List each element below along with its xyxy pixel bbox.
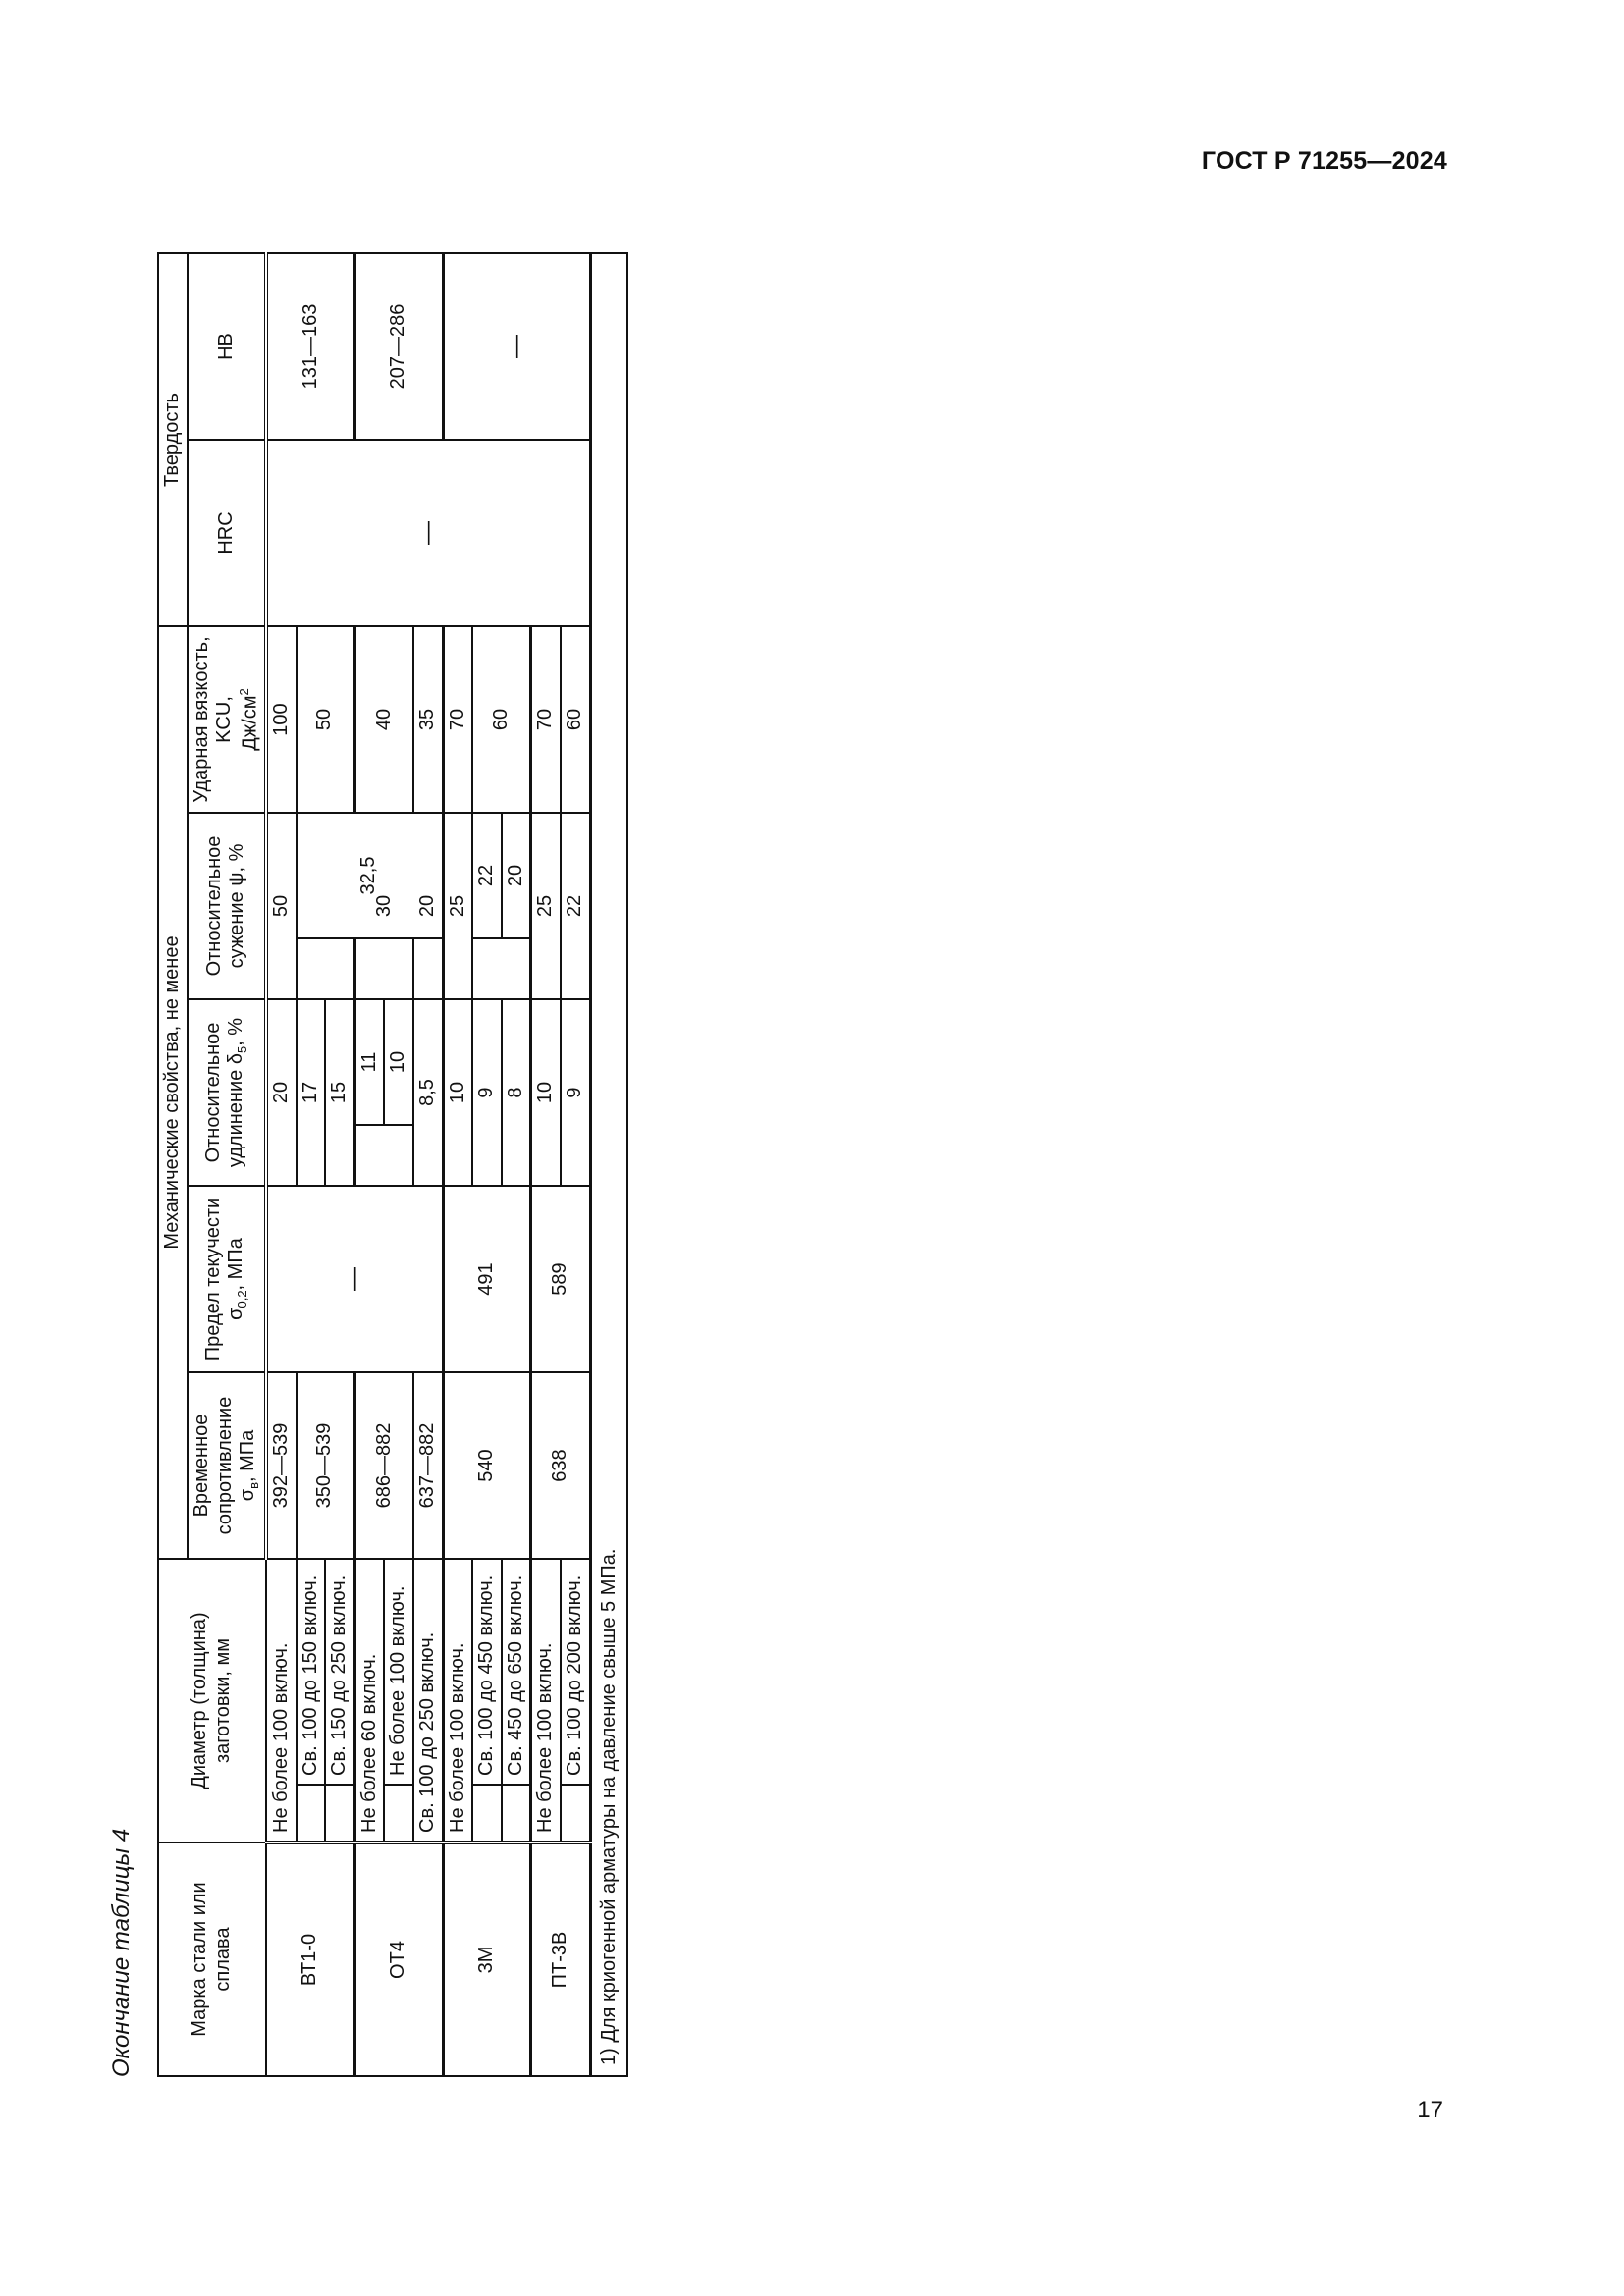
- header-elongation-label: Относительное удлинение δ: [201, 1022, 247, 1168]
- header-reduction: Относительное сужение ψ, %: [188, 813, 266, 999]
- header-tensile-symbol: σ: [237, 1488, 259, 1502]
- header-hardness: Твердость: [158, 253, 188, 626]
- reduction-cell: 25: [443, 813, 472, 999]
- elongation-cell: 10: [384, 999, 413, 1125]
- grade-cell: ВТ1-0: [266, 1842, 354, 2076]
- reduction-cell: 20: [502, 813, 531, 938]
- yield-cell: —: [266, 1186, 443, 1372]
- elongation-cell: 9: [561, 999, 590, 1186]
- impact-cell: 70: [443, 626, 472, 813]
- footnote-row: [590, 253, 627, 2076]
- header-yield-label: Предел текучести: [201, 1197, 224, 1362]
- header-elongation-sub: 5: [235, 1045, 250, 1054]
- elongation-cell: 8: [502, 999, 531, 1186]
- grade-cell: ОТ4: [354, 1842, 443, 2076]
- rotated-table-block: [108, 232, 992, 2077]
- diameter-cell: Не более 100 включ.: [531, 1559, 561, 1842]
- diameter-cell: Не более 100 включ.: [443, 1559, 472, 1842]
- subrow-marker: [297, 1785, 326, 1842]
- table-footnote: 1) Для криогенной арматуры на давление свыше 5 МПа.: [590, 253, 627, 2076]
- subrow-marker: [384, 1785, 413, 1842]
- header-impact-unit: Дж/см: [239, 695, 261, 751]
- subrow-marker: [472, 938, 531, 999]
- yield-cell: 589: [531, 1186, 590, 1372]
- header-tensile: [188, 1372, 266, 1559]
- hb-cell: 207—286: [354, 253, 443, 440]
- elongation-cell: 10: [531, 999, 561, 1186]
- tensile-cell: 392—539: [266, 1372, 297, 1559]
- reduction-cell: 32,5: [297, 813, 443, 938]
- yield-cell: 491: [443, 1186, 531, 1372]
- subrow-marker: [297, 938, 355, 999]
- reduction-cell: 25: [531, 813, 561, 999]
- tensile-cell: 686—882: [354, 1372, 413, 1559]
- diameter-cell: Не более 60 включ.: [354, 1559, 384, 1842]
- reduction-cell: 20: [413, 813, 443, 999]
- document-standard: ГОСТ Р 71255—2024: [1201, 147, 1447, 175]
- header-hrc: HRC: [188, 440, 266, 626]
- tensile-cell: 638: [531, 1372, 590, 1559]
- impact-cell: 60: [561, 626, 590, 813]
- impact-cell: 40: [354, 626, 413, 813]
- header-yield-unit: , МПа: [225, 1238, 247, 1291]
- header-impact: [188, 626, 266, 813]
- reduction-cell: 22: [561, 813, 590, 999]
- diameter-cell: Св. 100 до 450 включ.: [472, 1559, 502, 1785]
- header-grade: Марка стали или сплава: [158, 1842, 266, 2076]
- grade-cell: 3М: [443, 1842, 531, 2076]
- tensile-cell: 637—882: [413, 1372, 443, 1559]
- page-number: 17: [1417, 2097, 1443, 2123]
- subrow-marker: [472, 1785, 502, 1842]
- grade-cell: ПТ-3В: [531, 1842, 590, 2076]
- diameter-cell: Не более 100 включ.: [266, 1559, 297, 1842]
- reduction-cell: 30: [354, 813, 413, 999]
- tensile-cell: 540: [443, 1372, 531, 1559]
- elongation-cell: 15: [325, 999, 354, 1186]
- header-hb: НВ: [188, 253, 266, 440]
- properties-table: [157, 252, 628, 2077]
- table-row: [266, 253, 297, 2076]
- table-caption: Окончание таблицы 4: [108, 1828, 135, 2077]
- impact-cell: 50: [297, 626, 355, 813]
- header-impact-sup: 2: [236, 688, 251, 696]
- elongation-cell: 17: [297, 999, 326, 1186]
- impact-cell: 70: [531, 626, 561, 813]
- diameter-cell: Св. 100 до 150 включ.: [297, 1559, 326, 1785]
- elongation-cell: 10: [443, 999, 472, 1186]
- header-tensile-label: Временное сопротивление: [190, 1396, 236, 1535]
- subrow-marker: [561, 1785, 590, 1842]
- subrow-marker: [354, 1125, 413, 1186]
- header-yield-symbol: σ: [225, 1308, 247, 1320]
- header-tensile-sub: в: [246, 1482, 262, 1489]
- elongation-cell: 20: [266, 999, 297, 1186]
- tensile-cell: 350—539: [297, 1372, 355, 1559]
- diameter-cell: Св. 450 до 650 включ.: [502, 1559, 531, 1785]
- elongation-cell: 11: [354, 999, 384, 1125]
- reduction-cell: 50: [266, 813, 297, 999]
- reduction-cell: 22: [472, 813, 502, 938]
- header-elongation-unit: , %: [225, 1017, 247, 1046]
- impact-cell: 35: [413, 626, 443, 813]
- subrow-marker: [325, 1785, 354, 1842]
- header-elongation: [188, 999, 266, 1186]
- diameter-cell: Св. 150 до 250 включ.: [325, 1559, 354, 1785]
- elongation-cell: 9: [472, 999, 502, 1186]
- header-tensile-unit: , МПа: [237, 1429, 259, 1483]
- diameter-cell: Св. 100 до 250 включ.: [413, 1559, 443, 1842]
- header-mechanical: Механические свойства, не менее: [158, 626, 188, 1559]
- hb-cell: —: [443, 253, 590, 440]
- hb-cell: 131—163: [266, 253, 354, 440]
- header-yield-sub: 0,2: [235, 1290, 250, 1308]
- header-row-1: [158, 253, 188, 2076]
- hrc-cell: —: [266, 440, 590, 626]
- header-diameter: Диаметр (толщина) заготовки, мм: [158, 1559, 266, 1842]
- impact-cell: 100: [266, 626, 297, 813]
- subrow-marker: [502, 1785, 531, 1842]
- header-yield: [188, 1186, 266, 1372]
- diameter-cell: Не более 100 включ.: [384, 1559, 413, 1785]
- header-impact-label: Ударная вязкость, KCU,: [189, 636, 236, 803]
- elongation-cell: 8,5: [413, 999, 443, 1186]
- impact-cell: 60: [472, 626, 531, 813]
- diameter-cell: Св. 100 до 200 включ.: [561, 1559, 590, 1785]
